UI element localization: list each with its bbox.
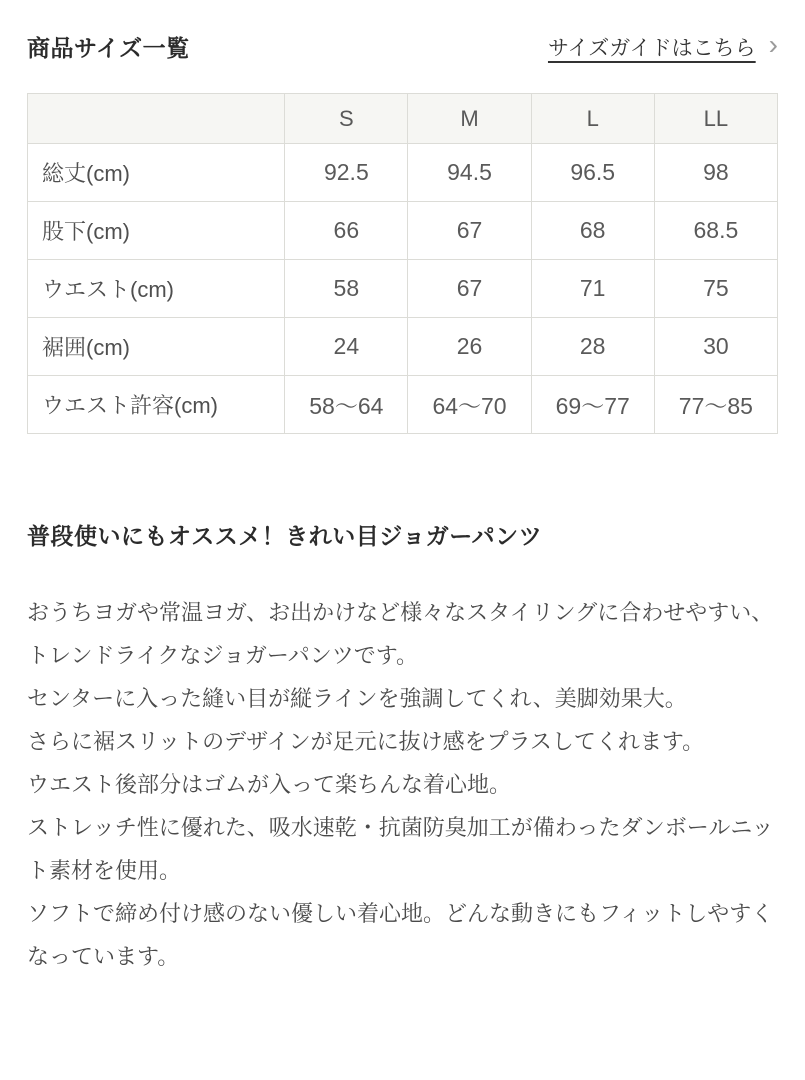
product-description	[27, 591, 778, 978]
table-row	[28, 260, 778, 318]
section-header	[27, 30, 778, 63]
size-cell: 77〜85	[654, 376, 777, 434]
row-label: ウエスト許容(cm)	[28, 376, 285, 434]
size-cell: 75	[654, 260, 777, 318]
size-cell: 71	[531, 260, 654, 318]
table-row	[28, 318, 778, 376]
size-cell: 64〜70	[408, 376, 531, 434]
table-row	[28, 144, 778, 202]
table-row	[28, 202, 778, 260]
size-cell: 28	[531, 318, 654, 376]
size-cell: 94.5	[408, 144, 531, 202]
description-sentence: おうちヨガや常温ヨガ、お出かけなど様々なスタイリングに合わせやすい、トレンドライクなジョガーパンツです。	[27, 600, 774, 668]
size-cell: 69〜77	[531, 376, 654, 434]
description-heading: 普段使いにもオススメ！きれい目ジョガーパンツ	[27, 523, 543, 549]
description-sentence: さらに裾スリットのデザインが足元に抜け感をプラスしてくれます。	[27, 729, 705, 754]
chevron-right-icon: ›	[768, 28, 778, 60]
column-header-m: M	[408, 94, 531, 144]
size-cell: 58	[285, 260, 408, 318]
size-cell: 67	[408, 202, 531, 260]
size-cell: 30	[654, 318, 777, 376]
size-cell: 58〜64	[285, 376, 408, 434]
size-cell: 92.5	[285, 144, 408, 202]
corner-cell	[28, 94, 285, 144]
size-table-header-row	[28, 94, 778, 144]
description-sentence: ウエスト後部分はゴムが入って楽ちんな着心地。	[27, 772, 512, 797]
column-header-ll: LL	[654, 94, 777, 144]
page-title: 商品サイズ一覧	[27, 35, 190, 61]
size-cell: 96.5	[531, 144, 654, 202]
row-label: ウエスト(cm)	[28, 260, 285, 318]
description-sentence: ソフトで締め付け感のない優しい着心地。どんな動きにもフィットしやすくなっています。	[27, 901, 774, 969]
size-guide-link-label: サイズガイドはこちら	[547, 36, 756, 60]
description-sentence: ストレッチ性に優れた、吸水速乾・抗菌防臭加工が備わったダンボールニット素材を使用。	[27, 815, 774, 883]
column-header-l: L	[531, 94, 654, 144]
row-label: 裾囲(cm)	[28, 318, 285, 376]
size-table	[27, 93, 778, 434]
size-cell: 98	[654, 144, 777, 202]
table-row	[28, 376, 778, 434]
row-label: 総丈(cm)	[28, 144, 285, 202]
size-cell: 68.5	[654, 202, 777, 260]
size-cell: 26	[408, 318, 531, 376]
row-label: 股下(cm)	[28, 202, 285, 260]
description-sentence: センターに入った縫い目が縦ラインを強調してくれ、美脚効果大。	[27, 686, 687, 711]
column-header-s: S	[285, 94, 408, 144]
size-cell: 68	[531, 202, 654, 260]
size-cell: 67	[408, 260, 531, 318]
size-guide-link[interactable]	[547, 28, 778, 62]
size-cell: 66	[285, 202, 408, 260]
size-cell: 24	[285, 318, 408, 376]
